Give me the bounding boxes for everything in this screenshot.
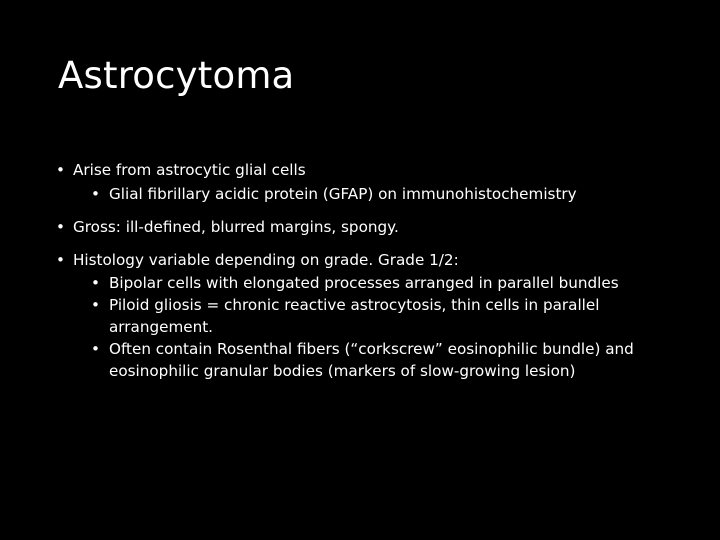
bullet-icon: • [91,185,100,203]
bullet-list [54,158,694,382]
bullet-text: Bipolar cells with elongated processes arranged in parallel bundles [109,274,619,292]
bullet-icon: • [91,274,100,292]
bullet-item [54,158,694,182]
bullet-item [54,248,694,272]
bullet-text: Piloid gliosis = chronic reactive astrocytosis, thin cells in parallel arrangement. [109,296,600,336]
bullet-text: Histology variable depending on grade. Grade 1/2: [73,251,459,269]
bullet-text: Gross: ill-defined, blurred margins, spongy. [73,218,399,236]
sub-bullet-item [54,338,694,382]
bullet-text: Arise from astrocytic glial cells [73,161,306,179]
bullet-icon: • [91,340,100,358]
sub-bullet-item [54,272,694,294]
bullet-icon: • [91,296,100,314]
sub-bullet-item [54,182,694,206]
bullet-icon: • [56,251,65,269]
bullet-text: Often contain Rosenthal fibers (“corkscrew” eosinophilic bundle) and eosinophilic granular bodies (markers of slow-growing lesion) [109,340,634,380]
sub-bullet-group [54,272,694,382]
bullet-icon: • [56,218,65,236]
slide-title: Astrocytoma [58,54,295,97]
bullet-icon: • [56,161,65,179]
sub-bullet-item [54,294,694,338]
bullet-text: Glial fibrillary acidic protein (GFAP) on immunohistochemistry [109,185,577,203]
bullet-item [54,215,694,239]
